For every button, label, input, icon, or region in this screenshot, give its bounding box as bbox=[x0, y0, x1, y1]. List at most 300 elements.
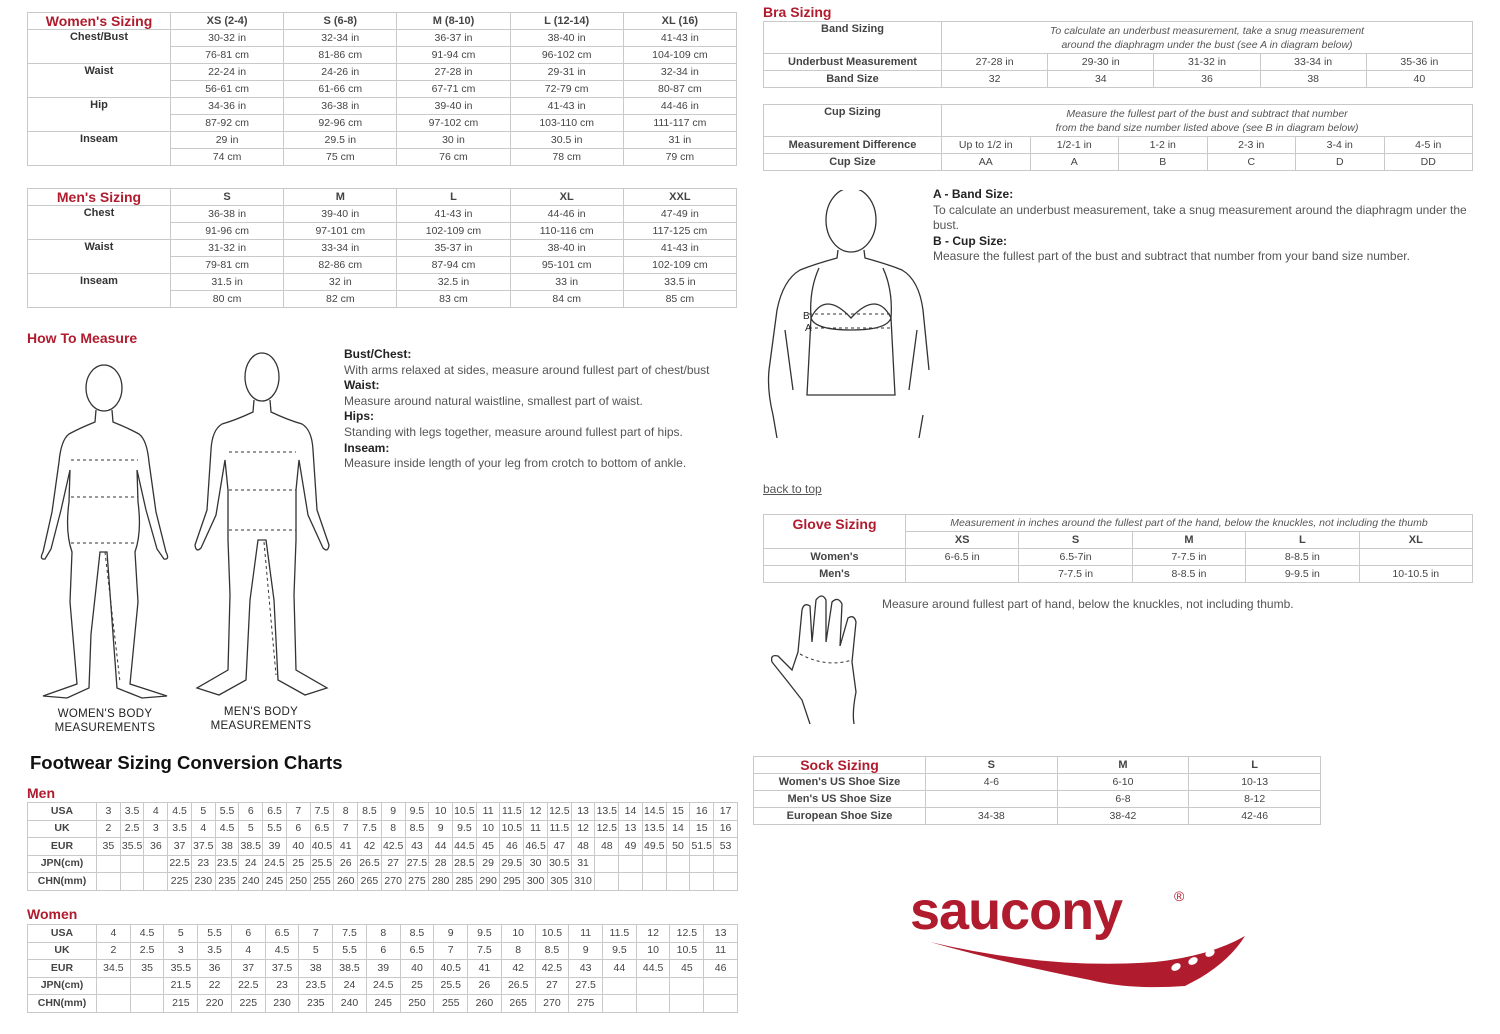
footwear-women-cell: 8 bbox=[501, 942, 535, 960]
footwear-men-cell: 40.5 bbox=[310, 838, 334, 856]
footwear-men-cell: 4 bbox=[144, 803, 168, 821]
men-inch-cell: 33.5 in bbox=[623, 274, 736, 291]
footwear-women-row-label: CHN(mm) bbox=[28, 995, 97, 1013]
men-size-header: L bbox=[397, 189, 510, 206]
footwear-men-cell bbox=[642, 855, 666, 873]
women-cm-cell: 72-79 cm bbox=[510, 81, 623, 98]
footwear-men-row-label: USA bbox=[28, 803, 97, 821]
footwear-women-cell: 240 bbox=[333, 995, 367, 1013]
footwear-men-cell: 10 bbox=[429, 803, 453, 821]
footwear-men-cell bbox=[144, 855, 168, 873]
sock-size-header: L bbox=[1189, 757, 1321, 774]
men-inch-cell: 39-40 in bbox=[284, 206, 397, 223]
men-inch-cell: 32.5 in bbox=[397, 274, 510, 291]
measurement-difference-cell: 2-3 in bbox=[1207, 137, 1296, 154]
footwear-men-cell: 235 bbox=[215, 873, 239, 891]
men-sizing-table bbox=[27, 188, 737, 308]
cup-sizing-label: Cup Sizing bbox=[764, 105, 942, 137]
footwear-women-cell: 260 bbox=[468, 995, 502, 1013]
measure-desc: Standing with legs together, measure around fullest part of hips. bbox=[344, 424, 683, 439]
footwear-men-cell bbox=[690, 855, 714, 873]
footwear-women-cell: 25.5 bbox=[434, 977, 468, 995]
women-row-label: Waist bbox=[28, 64, 171, 98]
women-body-figure bbox=[25, 362, 185, 707]
footwear-men-cell: 7.5 bbox=[310, 803, 334, 821]
sock-row-label: Men's US Shoe Size bbox=[754, 791, 926, 808]
footwear-men-cell: 15 bbox=[690, 820, 714, 838]
footwear-men-cell: 6 bbox=[286, 820, 310, 838]
band-size-title: A - Band Size: bbox=[933, 187, 1014, 201]
women-inch-cell: 34-36 in bbox=[171, 98, 284, 115]
footwear-men-cell: 12 bbox=[524, 803, 548, 821]
footwear-men-cell: 44.5 bbox=[453, 838, 477, 856]
footwear-women-cell: 265 bbox=[501, 995, 535, 1013]
footwear-women-cell: 5 bbox=[299, 942, 333, 960]
footwear-women-cell: 38 bbox=[299, 960, 333, 978]
footwear-men-cell: 6 bbox=[239, 803, 263, 821]
hand-figure bbox=[768, 592, 880, 730]
footwear-men-cell: 12 bbox=[571, 820, 595, 838]
sock-cell: 6-10 bbox=[1057, 774, 1189, 791]
footwear-women-cell: 255 bbox=[434, 995, 468, 1013]
footwear-men-cell: 5 bbox=[239, 820, 263, 838]
glove-sizing-note: Measurement in inches around the fullest part of the hand, below the knuckles, not including the thumb bbox=[906, 515, 1473, 532]
footwear-women-cell: 23 bbox=[265, 977, 299, 995]
cup-size-cell: DD bbox=[1384, 154, 1473, 171]
footwear-women-cell: 36 bbox=[198, 960, 232, 978]
footwear-men-cell: 11.5 bbox=[547, 820, 571, 838]
footwear-women-cell bbox=[704, 977, 738, 995]
footwear-women-cell: 4.5 bbox=[130, 925, 164, 943]
footwear-men-cell: 16 bbox=[714, 820, 738, 838]
glove-size-header: XS bbox=[906, 532, 1019, 549]
band-size-cell: 40 bbox=[1366, 71, 1472, 88]
footwear-women-cell bbox=[130, 995, 164, 1013]
women-sizing-heading: Women's Sizing bbox=[28, 13, 171, 30]
footwear-women-cell: 3 bbox=[164, 942, 198, 960]
women-inch-cell: 30-32 in bbox=[171, 30, 284, 47]
women-inch-cell: 38-40 in bbox=[510, 30, 623, 47]
footwear-women-cell: 11 bbox=[569, 925, 603, 943]
women-cm-cell: 75 cm bbox=[284, 149, 397, 166]
measurement-difference-cell: 3-4 in bbox=[1296, 137, 1385, 154]
footwear-heading: Footwear Sizing Conversion Charts bbox=[30, 752, 343, 773]
footwear-women-cell: 5 bbox=[164, 925, 198, 943]
footwear-men-cell: 8 bbox=[334, 803, 358, 821]
men-size-header: M bbox=[284, 189, 397, 206]
footwear-men-cell: 7 bbox=[334, 820, 358, 838]
footwear-women-cell: 12.5 bbox=[670, 925, 704, 943]
footwear-women-cell: 25 bbox=[400, 977, 434, 995]
footwear-men-cell: 14 bbox=[619, 803, 643, 821]
registered-mark: ® bbox=[1174, 888, 1185, 904]
footwear-women-cell: 230 bbox=[265, 995, 299, 1013]
measurement-difference-label: Measurement Difference bbox=[764, 137, 942, 154]
footwear-men-cell: 42.5 bbox=[381, 838, 405, 856]
women-cm-cell: 96-102 cm bbox=[510, 47, 623, 64]
women-cm-cell: 78 cm bbox=[510, 149, 623, 166]
footwear-women-cell: 11 bbox=[704, 942, 738, 960]
footwear-men-cell: 310 bbox=[571, 873, 595, 891]
footwear-men-cell: 250 bbox=[286, 873, 310, 891]
women-inch-cell: 36-38 in bbox=[284, 98, 397, 115]
footwear-women-cell: 44 bbox=[603, 960, 637, 978]
footwear-men-cell bbox=[144, 873, 168, 891]
footwear-women-row-label: UK bbox=[28, 942, 97, 960]
footwear-women-cell: 2 bbox=[97, 942, 131, 960]
footwear-women-cell: 6 bbox=[366, 942, 400, 960]
women-cm-cell: 103-110 cm bbox=[510, 115, 623, 132]
men-inch-cell: 33 in bbox=[510, 274, 623, 291]
footwear-men-cell: 35.5 bbox=[120, 838, 144, 856]
footwear-men-cell: 25.5 bbox=[310, 855, 334, 873]
men-inch-cell: 41-43 in bbox=[397, 206, 510, 223]
footwear-men-cell: 31 bbox=[571, 855, 595, 873]
footwear-men-table bbox=[27, 802, 738, 891]
men-caption-line-2: MEASUREMENTS bbox=[210, 720, 312, 732]
footwear-men-cell: 285 bbox=[453, 873, 477, 891]
men-cm-cell: 79-81 cm bbox=[171, 257, 284, 274]
sock-cell: 34-38 bbox=[926, 808, 1058, 825]
footwear-men-cell bbox=[97, 855, 121, 873]
measure-desc: Measure inside length of your leg from crotch to bottom of ankle. bbox=[344, 456, 687, 471]
footwear-men-cell: 270 bbox=[381, 873, 405, 891]
men-caption-line-1: MEN'S BODY bbox=[223, 706, 299, 718]
women-caption-line-1: WOMEN'S BODY bbox=[57, 708, 153, 720]
footwear-men-cell: 9.5 bbox=[405, 803, 429, 821]
men-inch-cell: 36-38 in bbox=[171, 206, 284, 223]
footwear-men-cell: 25 bbox=[286, 855, 310, 873]
footwear-women-cell: 10 bbox=[501, 925, 535, 943]
footwear-women-cell bbox=[97, 977, 131, 995]
footwear-men-cell: 2.5 bbox=[120, 820, 144, 838]
footwear-women-cell: 8.5 bbox=[400, 925, 434, 943]
footwear-men-cell: 2 bbox=[97, 820, 121, 838]
footwear-men-cell: 30.5 bbox=[547, 855, 571, 873]
how-to-measure-heading: How To Measure bbox=[27, 330, 138, 346]
band-sizing-note bbox=[942, 22, 1473, 54]
footwear-men-cell bbox=[619, 855, 643, 873]
footwear-men-cell: 10.5 bbox=[453, 803, 477, 821]
women-inch-cell: 44-46 in bbox=[623, 98, 736, 115]
footwear-women-cell bbox=[704, 995, 738, 1013]
footwear-men-cell: 305 bbox=[547, 873, 571, 891]
footwear-men-cell: 46 bbox=[500, 838, 524, 856]
sock-sizing-table bbox=[753, 756, 1321, 825]
sock-cell: 10-13 bbox=[1189, 774, 1321, 791]
footwear-women-cell: 43 bbox=[569, 960, 603, 978]
footwear-men-cell: 5 bbox=[191, 803, 215, 821]
bra-sizing-heading: Bra Sizing bbox=[763, 4, 832, 20]
footwear-women-row-label: JPN(cm) bbox=[28, 977, 97, 995]
sock-size-header: S bbox=[926, 757, 1058, 774]
footwear-men-cell: 3 bbox=[144, 820, 168, 838]
measurement-difference-cell: 1-2 in bbox=[1119, 137, 1208, 154]
women-cm-cell: 91-94 cm bbox=[397, 47, 510, 64]
footwear-men-cell: 290 bbox=[476, 873, 500, 891]
footwear-men-cell: 240 bbox=[239, 873, 263, 891]
footwear-women-cell: 37.5 bbox=[265, 960, 299, 978]
sock-cell: 8-12 bbox=[1189, 791, 1321, 808]
underbust-label: Underbust Measurement bbox=[764, 54, 942, 71]
footwear-men-cell: 39 bbox=[263, 838, 287, 856]
men-body-figure bbox=[192, 350, 342, 705]
footwear-men-cell: 260 bbox=[334, 873, 358, 891]
women-cm-cell: 80-87 cm bbox=[623, 81, 736, 98]
glove-men-cell: 10-10.5 in bbox=[1359, 566, 1472, 583]
men-inch-cell: 31.5 in bbox=[171, 274, 284, 291]
footwear-women-cell: 8 bbox=[366, 925, 400, 943]
footwear-women-cell: 270 bbox=[535, 995, 569, 1013]
footwear-women-cell: 5.5 bbox=[333, 942, 367, 960]
band-note-line-1: To calculate an underbust measurement, take a snug measurement bbox=[1049, 24, 1365, 37]
footwear-men-cell: 15 bbox=[666, 803, 690, 821]
footwear-men-cell: 28.5 bbox=[453, 855, 477, 873]
footwear-men-cell: 255 bbox=[310, 873, 334, 891]
footwear-women-cell bbox=[636, 977, 670, 995]
cup-note-line-1: Measure the fullest part of the bust and subtract that number bbox=[1066, 107, 1348, 120]
footwear-men-cell: 40 bbox=[286, 838, 310, 856]
men-cm-cell: 85 cm bbox=[623, 291, 736, 308]
men-inch-cell: 44-46 in bbox=[510, 206, 623, 223]
women-row-label: Inseam bbox=[28, 132, 171, 166]
footwear-men-cell: 275 bbox=[405, 873, 429, 891]
footwear-men-cell: 9 bbox=[429, 820, 453, 838]
measurement-difference-cell: Up to 1/2 in bbox=[942, 137, 1031, 154]
footwear-men-cell bbox=[97, 873, 121, 891]
men-cm-cell: 110-116 cm bbox=[510, 223, 623, 240]
men-cm-cell: 83 cm bbox=[397, 291, 510, 308]
footwear-women-cell: 42 bbox=[501, 960, 535, 978]
footwear-women-cell: 5.5 bbox=[198, 925, 232, 943]
band-sizing-label: Band Sizing bbox=[764, 22, 942, 54]
footwear-men-row-label: JPN(cm) bbox=[28, 855, 97, 873]
footwear-men-row-label: UK bbox=[28, 820, 97, 838]
footwear-women-cell bbox=[670, 995, 704, 1013]
men-inch-cell: 38-40 in bbox=[510, 240, 623, 257]
men-size-header: XL bbox=[510, 189, 623, 206]
footwear-men-cell: 49.5 bbox=[642, 838, 666, 856]
back-to-top-link[interactable]: back to top bbox=[763, 482, 822, 496]
footwear-men-cell: 9 bbox=[381, 803, 405, 821]
women-inch-cell: 29-31 in bbox=[510, 64, 623, 81]
footwear-men-cell: 45 bbox=[476, 838, 500, 856]
footwear-men-cell bbox=[714, 855, 738, 873]
glove-men-cell bbox=[906, 566, 1019, 583]
footwear-women-cell: 23.5 bbox=[299, 977, 333, 995]
footwear-women-cell: 9 bbox=[434, 925, 468, 943]
footwear-men-cell: 14.5 bbox=[642, 803, 666, 821]
women-cm-cell: 104-109 cm bbox=[623, 47, 736, 64]
men-inch-cell: 32 in bbox=[284, 274, 397, 291]
sock-cell: 6-8 bbox=[1057, 791, 1189, 808]
footwear-men-cell: 245 bbox=[263, 873, 287, 891]
footwear-women-cell: 6.5 bbox=[265, 925, 299, 943]
sock-row-label: Women's US Shoe Size bbox=[754, 774, 926, 791]
women-sizing-table bbox=[27, 12, 737, 166]
footwear-men-cell: 7 bbox=[286, 803, 310, 821]
footwear-women-heading: Women bbox=[27, 906, 78, 922]
footwear-men-cell: 26 bbox=[334, 855, 358, 873]
footwear-men-cell: 23 bbox=[191, 855, 215, 873]
footwear-men-cell: 16 bbox=[690, 803, 714, 821]
footwear-men-cell: 4.5 bbox=[168, 803, 192, 821]
cup-size-cell: C bbox=[1207, 154, 1296, 171]
footwear-women-cell: 44.5 bbox=[636, 960, 670, 978]
men-cm-cell: 84 cm bbox=[510, 291, 623, 308]
footwear-women-cell: 35 bbox=[130, 960, 164, 978]
footwear-men-cell: 8 bbox=[381, 820, 405, 838]
footwear-men-cell: 41 bbox=[334, 838, 358, 856]
footwear-men-cell: 295 bbox=[500, 873, 524, 891]
footwear-men-cell: 27 bbox=[381, 855, 405, 873]
women-size-header: S (6-8) bbox=[284, 13, 397, 30]
footwear-men-cell bbox=[595, 855, 619, 873]
women-inch-cell: 31 in bbox=[623, 132, 736, 149]
saucony-logo bbox=[910, 880, 1255, 990]
footwear-women-cell: 215 bbox=[164, 995, 198, 1013]
footwear-women-cell: 9.5 bbox=[468, 925, 502, 943]
measurement-difference-cell: 4-5 in bbox=[1384, 137, 1473, 154]
footwear-men-cell: 27.5 bbox=[405, 855, 429, 873]
cup-size-cell: D bbox=[1296, 154, 1385, 171]
footwear-men-cell: 8.5 bbox=[405, 820, 429, 838]
footwear-men-cell: 11 bbox=[524, 820, 548, 838]
measure-term: Hips: bbox=[344, 409, 374, 424]
men-cm-cell: 80 cm bbox=[171, 291, 284, 308]
women-inch-cell: 22-24 in bbox=[171, 64, 284, 81]
footwear-men-row-label: EUR bbox=[28, 838, 97, 856]
measure-desc: With arms relaxed at sides, measure around fullest part of chest/bust bbox=[344, 362, 710, 377]
footwear-women-cell: 4.5 bbox=[265, 942, 299, 960]
footwear-men-cell: 36 bbox=[144, 838, 168, 856]
footwear-men-row-label: CHN(mm) bbox=[28, 873, 97, 891]
footwear-men-cell: 6.5 bbox=[263, 803, 287, 821]
glove-sizing-heading: Glove Sizing bbox=[764, 515, 906, 549]
footwear-women-cell: 4 bbox=[97, 925, 131, 943]
footwear-men-cell: 30 bbox=[524, 855, 548, 873]
sock-row-label: European Shoe Size bbox=[754, 808, 926, 825]
band-size-cell: 34 bbox=[1048, 71, 1154, 88]
band-size-cell: 36 bbox=[1154, 71, 1260, 88]
glove-sizing-table bbox=[763, 514, 1473, 583]
glove-men-cell: 8-8.5 in bbox=[1132, 566, 1245, 583]
footwear-women-cell: 26.5 bbox=[501, 977, 535, 995]
women-size-header: L (12-14) bbox=[510, 13, 623, 30]
footwear-men-heading: Men bbox=[27, 785, 55, 801]
women-inch-cell: 29.5 in bbox=[284, 132, 397, 149]
men-cm-cell: 87-94 cm bbox=[397, 257, 510, 274]
footwear-women-cell: 11.5 bbox=[603, 925, 637, 943]
footwear-men-cell: 51.5 bbox=[690, 838, 714, 856]
women-size-header: XL (16) bbox=[623, 13, 736, 30]
footwear-men-cell bbox=[714, 873, 738, 891]
footwear-men-cell bbox=[690, 873, 714, 891]
glove-men-cell: 9-9.5 in bbox=[1246, 566, 1359, 583]
women-inch-cell: 27-28 in bbox=[397, 64, 510, 81]
footwear-men-cell: 3.5 bbox=[168, 820, 192, 838]
footwear-men-cell: 26.5 bbox=[358, 855, 382, 873]
men-row-label: Inseam bbox=[28, 274, 171, 308]
men-inch-cell: 47-49 in bbox=[623, 206, 736, 223]
men-inch-cell: 31-32 in bbox=[171, 240, 284, 257]
footwear-women-cell: 24.5 bbox=[366, 977, 400, 995]
footwear-women-cell: 250 bbox=[400, 995, 434, 1013]
footwear-men-cell: 300 bbox=[524, 873, 548, 891]
footwear-women-cell bbox=[603, 995, 637, 1013]
women-figure-caption bbox=[40, 707, 170, 735]
footwear-women-cell: 220 bbox=[198, 995, 232, 1013]
footwear-men-cell bbox=[595, 873, 619, 891]
footwear-men-cell: 10 bbox=[476, 820, 500, 838]
footwear-women-cell: 225 bbox=[231, 995, 265, 1013]
women-cm-cell: 111-117 cm bbox=[623, 115, 736, 132]
footwear-women-cell: 35.5 bbox=[164, 960, 198, 978]
cup-size-label: Cup Size bbox=[764, 154, 942, 171]
footwear-men-cell: 13.5 bbox=[595, 803, 619, 821]
sock-cell bbox=[926, 791, 1058, 808]
men-size-header: S bbox=[171, 189, 284, 206]
footwear-men-cell: 37 bbox=[168, 838, 192, 856]
women-cm-cell: 61-66 cm bbox=[284, 81, 397, 98]
underbust-cell: 31-32 in bbox=[1154, 54, 1260, 71]
diagram-label-a: A bbox=[805, 323, 812, 334]
footwear-women-cell: 41 bbox=[468, 960, 502, 978]
footwear-men-cell: 13.5 bbox=[642, 820, 666, 838]
footwear-women-cell: 8.5 bbox=[535, 942, 569, 960]
footwear-men-cell: 4 bbox=[191, 820, 215, 838]
footwear-men-cell: 24 bbox=[239, 855, 263, 873]
sock-size-header: M bbox=[1057, 757, 1189, 774]
women-inch-cell: 39-40 in bbox=[397, 98, 510, 115]
footwear-women-cell: 40 bbox=[400, 960, 434, 978]
footwear-men-cell bbox=[619, 873, 643, 891]
men-inch-cell: 33-34 in bbox=[284, 240, 397, 257]
footwear-men-cell: 38 bbox=[215, 838, 239, 856]
women-cm-cell: 76 cm bbox=[397, 149, 510, 166]
men-inch-cell: 41-43 in bbox=[623, 240, 736, 257]
glove-women-cell: 6.5-7in bbox=[1019, 549, 1132, 566]
glove-women-cell: 6-6.5 in bbox=[906, 549, 1019, 566]
footwear-men-cell: 11.5 bbox=[500, 803, 524, 821]
men-cm-cell: 82-86 cm bbox=[284, 257, 397, 274]
men-sizing-heading: Men's Sizing bbox=[28, 189, 171, 206]
footwear-women-cell: 27 bbox=[535, 977, 569, 995]
men-size-header: XXL bbox=[623, 189, 736, 206]
glove-men-label: Men's bbox=[764, 566, 906, 583]
footwear-women-cell: 22.5 bbox=[231, 977, 265, 995]
footwear-men-cell: 7.5 bbox=[358, 820, 382, 838]
footwear-women-cell: 45 bbox=[670, 960, 704, 978]
underbust-cell: 35-36 in bbox=[1366, 54, 1472, 71]
sock-cell: 4-6 bbox=[926, 774, 1058, 791]
footwear-men-cell: 6.5 bbox=[310, 820, 334, 838]
women-inch-cell: 32-34 in bbox=[284, 30, 397, 47]
footwear-women-cell: 7 bbox=[434, 942, 468, 960]
footwear-men-cell: 49 bbox=[619, 838, 643, 856]
glove-women-cell bbox=[1359, 549, 1472, 566]
footwear-men-cell: 5.5 bbox=[215, 803, 239, 821]
men-row-label: Chest bbox=[28, 206, 171, 240]
footwear-men-cell: 38.5 bbox=[239, 838, 263, 856]
diagram-label-b: B bbox=[803, 311, 810, 322]
footwear-women-cell bbox=[97, 995, 131, 1013]
footwear-men-cell: 13 bbox=[619, 820, 643, 838]
glove-size-header: L bbox=[1246, 532, 1359, 549]
cup-note-line-2: from the band size number listed above (see B in diagram below) bbox=[1055, 121, 1359, 134]
footwear-men-cell: 47 bbox=[547, 838, 571, 856]
footwear-women-cell: 7.5 bbox=[468, 942, 502, 960]
